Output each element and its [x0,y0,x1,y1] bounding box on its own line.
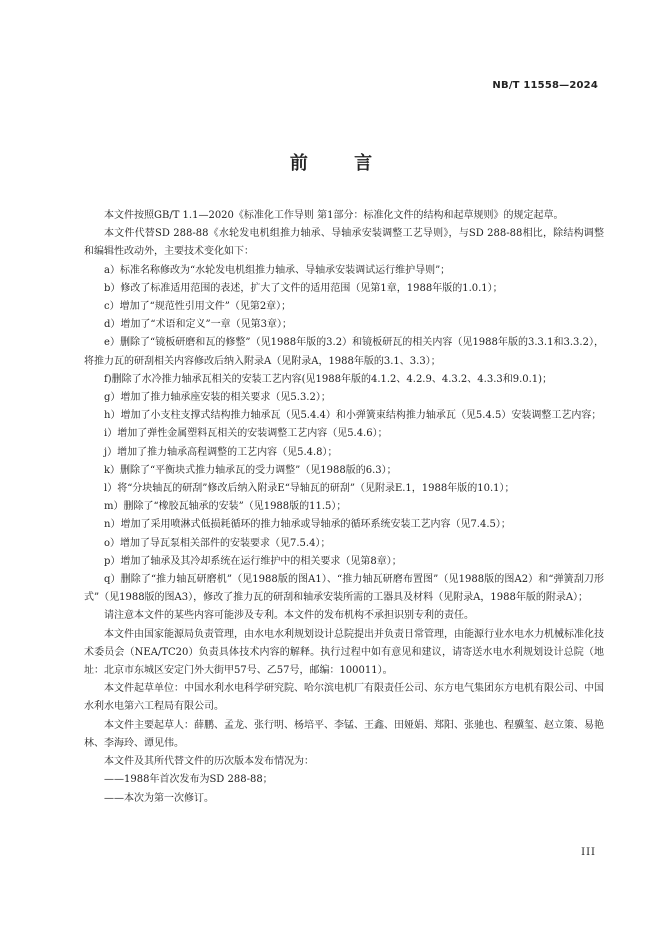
page-number: III [581,847,596,858]
standard-code: NB/T 11558—2024 [492,80,598,91]
list-item: b）修改了标准适用范围的表述，扩大了文件的适用范围（见第1章，1988年版的1.0.1）； [104,282,503,294]
paragraph: 本文件代替SD 288-88《水轮发电机组推力轴承、导轴承安装调整工艺导则》，与SD 288-88相比，除结构调整和编辑性改动外，主要技术变化如下： [84,228,604,258]
list-item: q）删除了“推力轴瓦研磨机”（见1988版的图A1）、“推力轴瓦研磨布置图”（见1988版的图A2）和“弹簧刮刀形式”（见1988版的图A3），修改了推力瓦的研刮和轴承安装所需的工器具及材料（见附录A，1988年版的附录A）； [84,574,604,604]
list-item: h）增加了小支柱支撑式结构推力轴承瓦（见5.4.4）和小弹簧束结构推力轴承瓦（见5.4.5）安装调整工艺内容； [104,410,602,422]
list-item: e）删除了“镜板研磨和瓦的修整”（见1988年版的3.2）和镜板研瓦的相关内容（见1988年版的3.3.1和3.3.2），将推力瓦的研刮相关内容修改后纳入附录A（见附录A，1988年版的3.1、3.3）； [84,337,604,367]
paragraph: 本文件起草单位：中国水利水电科学研究院、哈尔滨电机厂有限责任公司、东方电气集团东方电机有限公司、中国水利水电第六工程局有限公司。 [84,683,604,713]
list-item: i）增加了弹性金属塑料瓦相关的安装调整工艺内容（见5.4.6）； [104,428,388,440]
list-item: j）增加了推力轴承高程调整的工艺内容（见5.4.8）； [104,446,338,458]
list-item: p）增加了轴承及其冷却系统在运行维护中的相关要求（见第8章）； [104,555,402,567]
page-title: 前 言 [289,153,393,174]
list-item: n）增加了采用喷淋式低损耗循环的推力轴承或导轴承的循环系统安装工艺内容（见7.4.5）； [104,519,511,531]
paragraph: 请注意本文件的某些内容可能涉及专利。本文件的发布机构不承担识别专利的责任。 [104,610,474,622]
list-item: d）增加了“术语和定义”一章（见第3章）； [104,319,292,331]
document-body [84,207,604,808]
list-item: k）删除了“平衡块式推力轴承瓦的受力调整”（见1988版的6.3）； [104,464,397,476]
paragraph: 本文件主要起草人：薛鹏、孟龙、张行明、杨培平、李锰、王鑫、田娅娟、郑阳、张驰也、程骥玺、赵立策、易艳林、李海玲、谭见伟。 [84,719,604,749]
paragraph: 本文件按照GB/T 1.1—2020《标准化工作导则 第1部分：标准化文件的结构和起草规则》的规定起草。 [104,210,564,221]
list-item: l）将“分块轴瓦的研刮”修改后纳入附录E“导轴瓦的研刮”（见附录E.1，1988年版的10.1）； [104,483,515,495]
list-item: ——本次为第一次修订。 [104,792,214,804]
paragraph: 本文件由国家能源局负责管理，由水电水利规划设计总院提出并负责日常管理，由能源行业水电水力机械标准化技术委员会（NEA/TC20）负责具体技术内容的解释。执行过程中如有意见和建议，请寄送水电水利规划设计总院（地址：北京市东城区安定门外大街甲57号、乙57号，邮编：100011）。 [84,628,604,677]
list-item: g）增加了推力轴承座安装的相关要求（见5.3.2）； [104,392,331,404]
list-item: o）增加了导瓦泵相关部件的安装要求（见7.5.4）； [104,537,331,549]
list-item: m）删除了“橡胶瓦轴承的安装”（见1988版的11.5）； [104,501,347,513]
list-item: f)删除了水冷推力轴承瓦相关的安装工艺内容(见1988年版的4.1.2、4.2.9、4.3.2、4.3.3和9.0.1)； [104,373,553,385]
paragraph: 本文件及其所代替文件的历次版本发布情况为： [104,756,314,768]
list-item: a）标准名称修改为“水轮发电机组推力轴承、导轴承安装调试运行维护导则”； [104,264,451,276]
list-item: ——1988年首次发布为SD 288-88； [104,774,273,786]
list-item: c）增加了“规范性引用文件”（见第2章）； [104,301,292,313]
